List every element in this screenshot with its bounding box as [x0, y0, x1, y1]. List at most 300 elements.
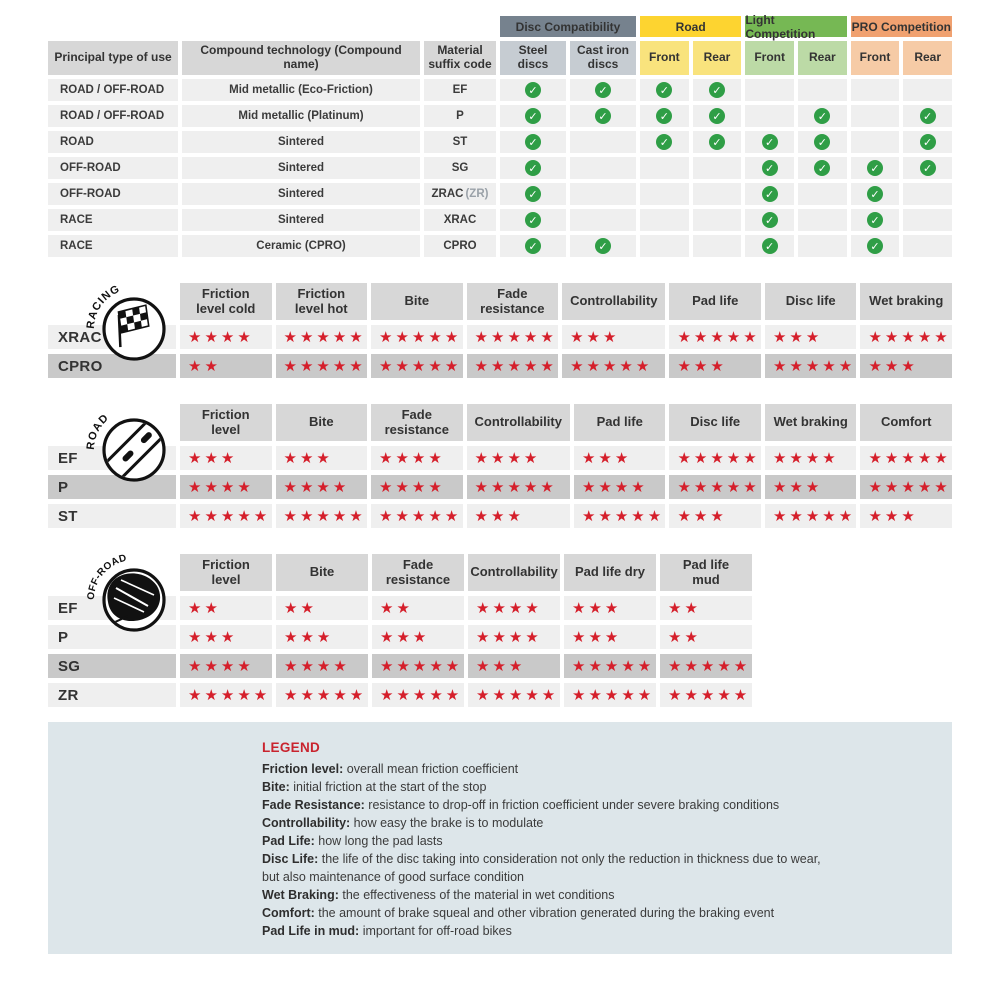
check-cell [640, 183, 689, 205]
star-cell-p-pad-life [574, 475, 666, 499]
check-cell [640, 235, 689, 257]
star-rating: ★★★★★ [188, 685, 271, 704]
star-rating: ★★★★ [476, 598, 542, 617]
check-cell [903, 183, 952, 205]
star-cell-p-pad-life-dry [564, 625, 656, 649]
legend-desc: the amount of brake squeal and other vibration generated during the braking event [314, 906, 775, 920]
compound-cell: Sintered [182, 131, 420, 153]
check-cell [640, 131, 689, 153]
check-icon: ✓ [762, 160, 778, 176]
star-rating: ★★★★ [188, 656, 254, 675]
legend-term: Bite: [262, 780, 290, 794]
check-cell [500, 131, 566, 153]
check-icon: ✓ [709, 82, 725, 98]
check-cell [851, 235, 900, 257]
svg-text:ROAD: ROAD [84, 411, 112, 451]
legend-desc: the life of the disc taking into consideration not only the reduction in thickness due to wear, [318, 852, 821, 866]
star-rating: ★★★ [570, 327, 620, 346]
star-rating: ★★★★★ [581, 506, 665, 525]
star-rating: ★★★★★ [572, 685, 655, 704]
legend-term: Disc Life: [262, 852, 319, 866]
legend-panel [48, 722, 952, 954]
star-cell-cpro-disc-life [765, 354, 857, 378]
star-cell-ef-pad-life-mud [660, 596, 752, 620]
star-cell-st-fade-resistance [371, 504, 463, 528]
check-cell [693, 131, 742, 153]
legend-item-wet-braking [262, 886, 924, 904]
compound-cell: Sintered [182, 157, 420, 179]
use-cell: RACE [48, 235, 178, 257]
star-cell-ef-disc-life [669, 446, 761, 470]
check-icon: ✓ [656, 82, 672, 98]
star-cell-cpro-pad-life [669, 354, 761, 378]
star-cell-ef-pad-life [574, 446, 666, 470]
row-label-cpro: CPRO [48, 354, 176, 378]
check-icon: ✓ [762, 134, 778, 150]
legend-term: Comfort: [262, 906, 315, 920]
star-rating: ★★★★★ [474, 356, 557, 375]
check-cell [903, 79, 952, 101]
star-rating: ★★ [284, 598, 317, 617]
legend-desc: initial friction at the start of the stop [289, 780, 487, 794]
star-cell-sg-bite [276, 654, 368, 678]
check-icon: ✓ [709, 108, 725, 124]
check-cell [693, 209, 742, 231]
check-cell [745, 105, 794, 127]
legend-items [262, 760, 924, 940]
star-rating: ★★★ [572, 598, 622, 617]
svg-text:RACING: RACING [84, 282, 123, 330]
rating-column-header-disc-life: Disc life [669, 404, 761, 441]
star-rating: ★★★ [572, 627, 622, 646]
check-cell [500, 157, 566, 179]
rating-column-header-friction-level: Friction level [180, 404, 272, 441]
star-cell-ef-pad-life-dry [564, 596, 656, 620]
check-cell [903, 105, 952, 127]
star-rating: ★★★★★ [284, 685, 367, 704]
check-cell [903, 209, 952, 231]
star-cell-ef-bite [276, 446, 368, 470]
star-cell-st-wet-braking [765, 504, 857, 528]
compound-cell: Sintered [182, 209, 420, 231]
star-rating: ★★★ [868, 506, 918, 525]
star-cell-p-wet-braking [765, 475, 857, 499]
rating-section-offroad [48, 554, 952, 707]
star-rating: ★★★★★ [188, 506, 271, 525]
star-rating: ★★★★ [188, 327, 254, 346]
check-cell [798, 131, 847, 153]
star-rating: ★★★ [772, 327, 823, 346]
star-cell-cpro-friction-level-hot [276, 354, 368, 378]
star-rating: ★★★★ [772, 448, 839, 467]
rating-column-header-friction-level-cold: Friction level cold [180, 283, 272, 320]
star-rating: ★★★★★ [868, 448, 951, 467]
star-cell-p-comfort [860, 475, 952, 499]
star-cell-xrac-friction-level-hot [276, 325, 368, 349]
rating-column-header-friction-level-hot: Friction level hot [276, 283, 368, 320]
check-cell [640, 209, 689, 231]
check-cell [745, 157, 794, 179]
sub-column-header-road-rear: Rear [693, 41, 742, 75]
star-rating: ★★ [380, 598, 413, 617]
legend-desc: resistance to drop-off in friction coefficient under severe braking conditions [364, 798, 780, 812]
row-label-zr: ZR [48, 683, 176, 707]
sub-column-header-pro-competition-rear: Rear [903, 41, 952, 75]
star-cell-p-bite [276, 625, 368, 649]
check-cell [570, 79, 636, 101]
check-cell [745, 79, 794, 101]
legend-item-controllability [262, 814, 924, 832]
star-cell-p-controllability [468, 625, 560, 649]
check-icon: ✓ [762, 238, 778, 254]
column-header-compound-technology-compound-name: Compound technology (Compound name) [182, 41, 420, 75]
star-rating: ★★★ [677, 506, 727, 525]
rating-column-header-comfort: Comfort [860, 404, 952, 441]
star-rating: ★★★ [188, 627, 238, 646]
rating-column-header-pad-life: Pad life [574, 404, 666, 441]
suffix-note: (ZR) [465, 188, 489, 200]
star-cell-ef-fade-resistance [371, 446, 463, 470]
star-rating: ★★★ [474, 506, 524, 525]
star-rating: ★★★★ [284, 656, 350, 675]
compatibility-table [48, 12, 952, 257]
check-cell [745, 235, 794, 257]
use-cell: ROAD / OFF-ROAD [48, 79, 178, 101]
star-rating: ★★★★★ [283, 506, 366, 525]
sub-column-header-disc-compatibility-cast-iron-discs: Cast iron discs [570, 41, 636, 75]
star-rating: ★★★★ [188, 477, 254, 496]
check-cell [693, 105, 742, 127]
star-cell-zr-friction-level [180, 683, 272, 707]
star-rating: ★★★★★ [380, 685, 463, 704]
check-icon: ✓ [525, 82, 541, 98]
star-rating: ★★★★★ [772, 356, 856, 375]
check-cell [745, 209, 794, 231]
star-rating: ★★★ [868, 356, 918, 375]
check-icon: ✓ [920, 108, 936, 124]
check-icon: ✓ [595, 108, 611, 124]
star-cell-sg-pad-life-mud [660, 654, 752, 678]
legend-item-pad-life-in-mud [262, 922, 924, 940]
star-cell-st-disc-life [669, 504, 761, 528]
star-rating: ★★★★ [379, 477, 445, 496]
rating-column-header-fade-resistance: Fade resistance [371, 404, 463, 441]
check-cell [500, 79, 566, 101]
star-cell-zr-controllability [468, 683, 560, 707]
sub-column-header-disc-compatibility-steel-discs: Steel discs [500, 41, 566, 75]
rating-column-header-wet-braking: Wet braking [765, 404, 857, 441]
legend-term: Friction level: [262, 762, 344, 776]
check-cell [570, 235, 636, 257]
star-rating: ★★★★★ [772, 506, 856, 525]
svg-text:OFF-ROAD: OFF-ROAD [85, 552, 129, 601]
rating-column-header-fade-resistance: Fade resistance [467, 283, 559, 320]
legend-term: Controllability: [262, 816, 351, 830]
star-rating: ★★★ [188, 448, 238, 467]
star-cell-p-fade-resistance [372, 625, 464, 649]
legend-item-disc-life [262, 850, 924, 868]
check-icon: ✓ [709, 134, 725, 150]
rating-column-header-controllability: Controllability [562, 283, 665, 320]
star-cell-st-friction-level [180, 504, 272, 528]
check-cell [903, 131, 952, 153]
star-rating: ★★★★★ [379, 506, 462, 525]
check-cell [570, 209, 636, 231]
check-cell [798, 183, 847, 205]
row-label-p: P [48, 625, 176, 649]
star-rating: ★★ [668, 627, 701, 646]
sub-column-header-light-competition-front: Front [745, 41, 794, 75]
rating-column-header-wet-braking: Wet braking [860, 283, 952, 320]
star-cell-ef-comfort [860, 446, 952, 470]
check-icon: ✓ [525, 108, 541, 124]
check-cell [851, 79, 900, 101]
check-icon: ✓ [814, 134, 830, 150]
road-icon [68, 400, 198, 486]
star-rating: ★★★★★ [379, 327, 462, 346]
row-label-ef: EF [48, 446, 176, 470]
use-cell: RACE [48, 209, 178, 231]
star-cell-xrac-wet-braking [860, 325, 952, 349]
star-rating: ★★★★★ [570, 356, 653, 375]
rating-column-header-bite: Bite [276, 554, 368, 591]
check-cell [851, 183, 900, 205]
check-cell [570, 131, 636, 153]
rating-column-header-friction-level: Friction level [180, 554, 272, 591]
row-label-p: P [48, 475, 176, 499]
legend-item-comfort [262, 904, 924, 922]
rating-column-header-pad-life: Pad life [669, 283, 761, 320]
star-cell-sg-fade-resistance [372, 654, 464, 678]
rating-sections [48, 283, 952, 707]
star-rating: ★★★★★ [677, 327, 760, 346]
use-cell: ROAD [48, 131, 178, 153]
legend-term: Pad Life: [262, 834, 315, 848]
star-rating: ★★★★★ [474, 477, 557, 496]
rating-section-road [48, 404, 952, 528]
check-cell [851, 131, 900, 153]
rating-column-header-disc-life: Disc life [765, 283, 857, 320]
star-rating: ★★★ [677, 356, 727, 375]
star-rating: ★★★★★ [476, 685, 559, 704]
star-cell-st-comfort [860, 504, 952, 528]
group-header-light-competition: Light Competition [745, 16, 846, 37]
star-rating: ★★★ [476, 656, 526, 675]
check-cell [745, 131, 794, 153]
legend-term: Pad Life in mud: [262, 924, 360, 938]
star-rating: ★★★★★ [283, 356, 366, 375]
star-rating: ★★★★★ [868, 477, 951, 496]
check-icon: ✓ [525, 134, 541, 150]
star-cell-cpro-fade-resistance [467, 354, 559, 378]
legend-term: Fade Resistance: [262, 798, 365, 812]
star-rating: ★★★★★ [668, 685, 751, 704]
use-cell: ROAD / OFF-ROAD [48, 105, 178, 127]
star-cell-cpro-controllability [562, 354, 665, 378]
row-label-ef: EF [48, 596, 176, 620]
check-cell [798, 235, 847, 257]
check-cell [693, 235, 742, 257]
check-icon: ✓ [867, 186, 883, 202]
rating-section-racing [48, 283, 952, 378]
check-icon: ✓ [656, 134, 672, 150]
suffix-cell: EF [424, 79, 496, 101]
star-rating: ★★★★★ [380, 656, 463, 675]
legend-desc: how long the pad lasts [314, 834, 443, 848]
check-cell [745, 183, 794, 205]
check-cell [640, 157, 689, 179]
sub-column-header-pro-competition-front: Front [851, 41, 900, 75]
check-cell [500, 235, 566, 257]
compound-cell: Ceramic (CPRO) [182, 235, 420, 257]
star-cell-cpro-bite [371, 354, 463, 378]
check-cell [693, 157, 742, 179]
star-cell-xrac-pad-life [669, 325, 761, 349]
rating-column-header-bite: Bite [276, 404, 368, 441]
suffix-cell: ST [424, 131, 496, 153]
use-cell: OFF-ROAD [48, 183, 178, 205]
legend-item-pad-life [262, 832, 924, 850]
group-header-disc-compatibility: Disc Compatibility [500, 16, 636, 37]
racing-flag-icon [68, 279, 198, 365]
sub-column-header-road-front: Front [640, 41, 689, 75]
legend-desc: the effectiveness of the material in wet conditions [338, 888, 615, 902]
star-cell-zr-pad-life-mud [660, 683, 752, 707]
check-icon: ✓ [525, 212, 541, 228]
legend-desc: important for off-road bikes [359, 924, 512, 938]
star-cell-sg-friction-level [180, 654, 272, 678]
star-rating: ★★★★ [476, 627, 542, 646]
star-rating: ★★★★ [379, 448, 445, 467]
check-cell [693, 183, 742, 205]
row-label-xrac: XRAC [48, 325, 176, 349]
compound-cell: Mid metallic (Platinum) [182, 105, 420, 127]
star-cell-xrac-controllability [562, 325, 665, 349]
row-label-st: ST [48, 504, 176, 528]
star-rating: ★★★★★ [668, 656, 751, 675]
star-rating: ★★★ [380, 627, 430, 646]
check-cell [798, 157, 847, 179]
suffix-cell: P [424, 105, 496, 127]
check-cell [903, 235, 952, 257]
check-cell [500, 183, 566, 205]
star-rating: ★★★★★ [379, 356, 462, 375]
star-rating: ★★★★ [474, 448, 541, 467]
suffix-cell: XRAC [424, 209, 496, 231]
star-rating: ★★ [188, 598, 221, 617]
check-icon: ✓ [867, 160, 883, 176]
check-cell [798, 209, 847, 231]
check-icon: ✓ [525, 160, 541, 176]
suffix-cell: SG [424, 157, 496, 179]
check-icon: ✓ [525, 186, 541, 202]
star-rating: ★★★★★ [677, 477, 760, 496]
star-rating: ★★★ [772, 477, 823, 496]
star-cell-xrac-fade-resistance [467, 325, 559, 349]
star-cell-sg-controllability [468, 654, 560, 678]
off-road-splash-icon [68, 550, 198, 636]
star-rating: ★★ [188, 356, 221, 375]
check-icon: ✓ [762, 186, 778, 202]
star-cell-sg-pad-life-dry [564, 654, 656, 678]
column-header-principal-type-of-use: Principal type of use [48, 41, 178, 75]
star-rating: ★★★★ [283, 477, 350, 496]
star-rating: ★★★★★ [572, 656, 655, 675]
star-rating: ★★★ [581, 448, 632, 467]
row-label-sg: SG [48, 654, 176, 678]
star-rating: ★★★★★ [868, 327, 951, 346]
star-cell-ef-bite [276, 596, 368, 620]
check-cell [851, 209, 900, 231]
group-header-pro-competition: PRO Competition [851, 16, 952, 37]
star-cell-ef-controllability [467, 446, 570, 470]
check-cell [570, 183, 636, 205]
star-rating: ★★★★★ [677, 448, 760, 467]
suffix-cell: CPRO [424, 235, 496, 257]
star-cell-zr-pad-life-dry [564, 683, 656, 707]
star-cell-zr-bite [276, 683, 368, 707]
rating-column-header-controllability: Controllability [468, 554, 560, 591]
group-header-spacer [48, 16, 496, 37]
check-icon: ✓ [525, 238, 541, 254]
check-cell [500, 105, 566, 127]
compound-cell: Sintered [182, 183, 420, 205]
star-rating: ★★★★★ [283, 327, 366, 346]
star-cell-ef-wet-braking [765, 446, 857, 470]
check-cell [903, 157, 952, 179]
use-cell: OFF-ROAD [48, 157, 178, 179]
suffix-cell: ZRAC (ZR) [424, 183, 496, 205]
star-cell-p-fade-resistance [371, 475, 463, 499]
legend-desc: how easy the brake is to modulate [350, 816, 544, 830]
check-icon: ✓ [867, 212, 883, 228]
check-cell [693, 79, 742, 101]
legend-item-bite [262, 778, 924, 796]
star-cell-zr-fade-resistance [372, 683, 464, 707]
star-rating: ★★★ [283, 448, 333, 467]
sub-column-header-light-competition-rear: Rear [798, 41, 847, 75]
legend-title: LEGEND [262, 740, 321, 755]
star-cell-ef-controllability [468, 596, 560, 620]
check-icon: ✓ [762, 212, 778, 228]
legend-desc: overall mean friction coefficient [343, 762, 519, 776]
compound-cell: Mid metallic (Eco-Friction) [182, 79, 420, 101]
star-cell-p-bite [276, 475, 368, 499]
legend-item-continuation: but also maintenance of good surface condition [262, 870, 524, 884]
star-rating: ★★★★ [581, 477, 648, 496]
rating-column-header-bite: Bite [371, 283, 463, 320]
check-cell [798, 105, 847, 127]
check-cell [798, 79, 847, 101]
check-icon: ✓ [920, 160, 936, 176]
star-cell-p-disc-life [669, 475, 761, 499]
legend-term: Wet Braking: [262, 888, 339, 902]
check-icon: ✓ [595, 82, 611, 98]
star-cell-xrac-disc-life [765, 325, 857, 349]
check-cell [851, 105, 900, 127]
star-cell-st-bite [276, 504, 368, 528]
rating-column-header-pad-life-dry: Pad life dry [564, 554, 656, 591]
check-icon: ✓ [814, 160, 830, 176]
legend-item-fade-resistance [262, 796, 924, 814]
check-icon: ✓ [656, 108, 672, 124]
check-cell [640, 105, 689, 127]
check-cell [640, 79, 689, 101]
check-icon: ✓ [595, 238, 611, 254]
star-cell-st-controllability [467, 504, 570, 528]
column-header-material-suffix-code: Material suffix code [424, 41, 496, 75]
check-cell [570, 105, 636, 127]
